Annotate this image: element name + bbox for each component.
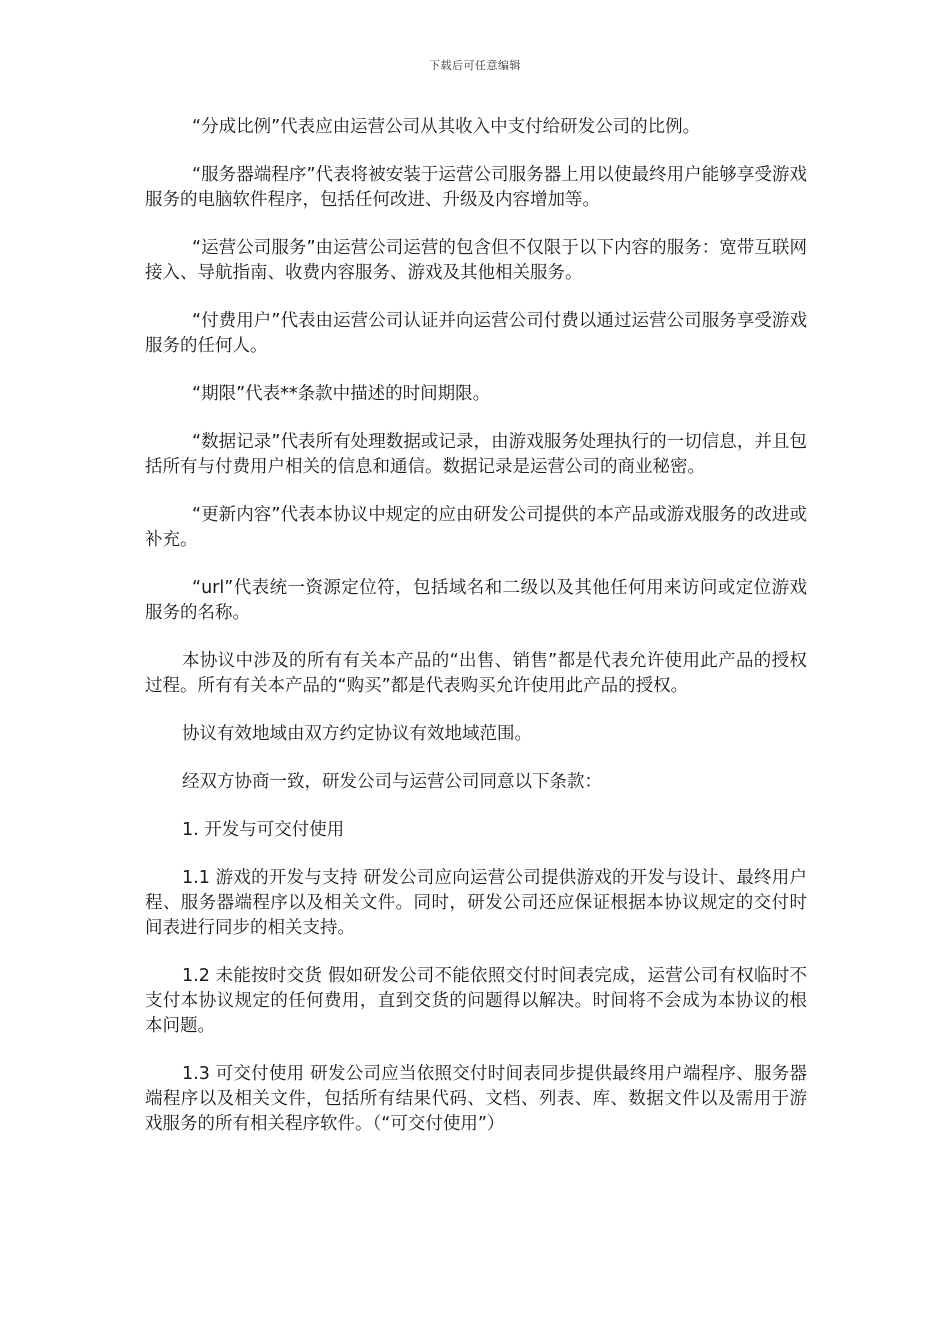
clause-1-3: 1.3 可交付使用 研发公司应当依照交付时间表同步提供最终用户端程序、服务器端程序以及相关文件，包括所有结果代码、文档、列表、库、数据文件以及需用于游戏服务的所有相关程序软件。（“可交付使用”） [145, 1064, 807, 1134]
document-body [145, 115, 807, 1160]
paragraph-operator-service: “运营公司服务”由运营公司运营的包含但不仅限于以下内容的服务：宽带互联网接入、导航指南、收费内容服务、游戏及其他相关服务。 [145, 238, 807, 283]
paragraph-sale-definition: 本协议中涉及的所有有关本产品的“出售、销售”都是代表允许使用此产品的授权过程。所有有关本产品的“购买”都是代表购买允许使用此产品的授权。 [145, 651, 807, 696]
paragraph-url: “url”代表统一资源定位符，包括域名和二级以及其他任何用来访问或定位游戏服务的名称。 [145, 578, 807, 623]
section-heading-development: 1. 开发与可交付使用 [182, 820, 345, 840]
paragraph-server-program: “服务器端程序”代表将被安装于运营公司服务器上用以使最终用户能够享受游戏服务的电脑软件程序，包括任何改进、升级及内容增加等。 [145, 165, 807, 210]
paragraph-updates: “更新内容”代表本协议中规定的应由研发公司提供的本产品或游戏服务的改进或补充。 [145, 505, 807, 550]
paragraph-agreement-intro: 经双方协商一致，研发公司与运营公司同意以下条款： [182, 772, 602, 792]
page-header: 下载后可任意编辑 [429, 59, 521, 72]
paragraph-data-records: “数据记录”代表所有处理数据或记录，由游戏服务处理执行的一切信息，并且包括所有与付费用户相关的信息和通信。数据记录是运营公司的商业秘密。 [145, 432, 807, 477]
paragraph-paying-user: “付费用户”代表由运营公司认证并向运营公司付费以通过运营公司服务享受游戏服务的任何人。 [145, 311, 807, 356]
clause-1-1: 1.1 游戏的开发与支持 研发公司应向运营公司提供游戏的开发与设计、最终用户程、服务器端程序以及相关文件。同时，研发公司还应保证根据本协议规定的交付时间表进行同步的相关支持。 [145, 868, 807, 938]
paragraph-term: “期限”代表**条款中描述的时间期限。 [192, 384, 491, 404]
clause-1-2: 1.2 未能按时交货 假如研发公司不能依照交付时间表完成，运营公司有权临时不支付本协议规定的任何费用，直到交货的问题得以解决。时间将不会成为本协议的根本问题。 [145, 966, 807, 1036]
paragraph-territory: 协议有效地域由双方约定协议有效地域范围。 [182, 724, 532, 744]
paragraph-revenue-share: “分成比例”代表应由运营公司从其收入中支付给研发公司的比例。 [192, 117, 701, 137]
